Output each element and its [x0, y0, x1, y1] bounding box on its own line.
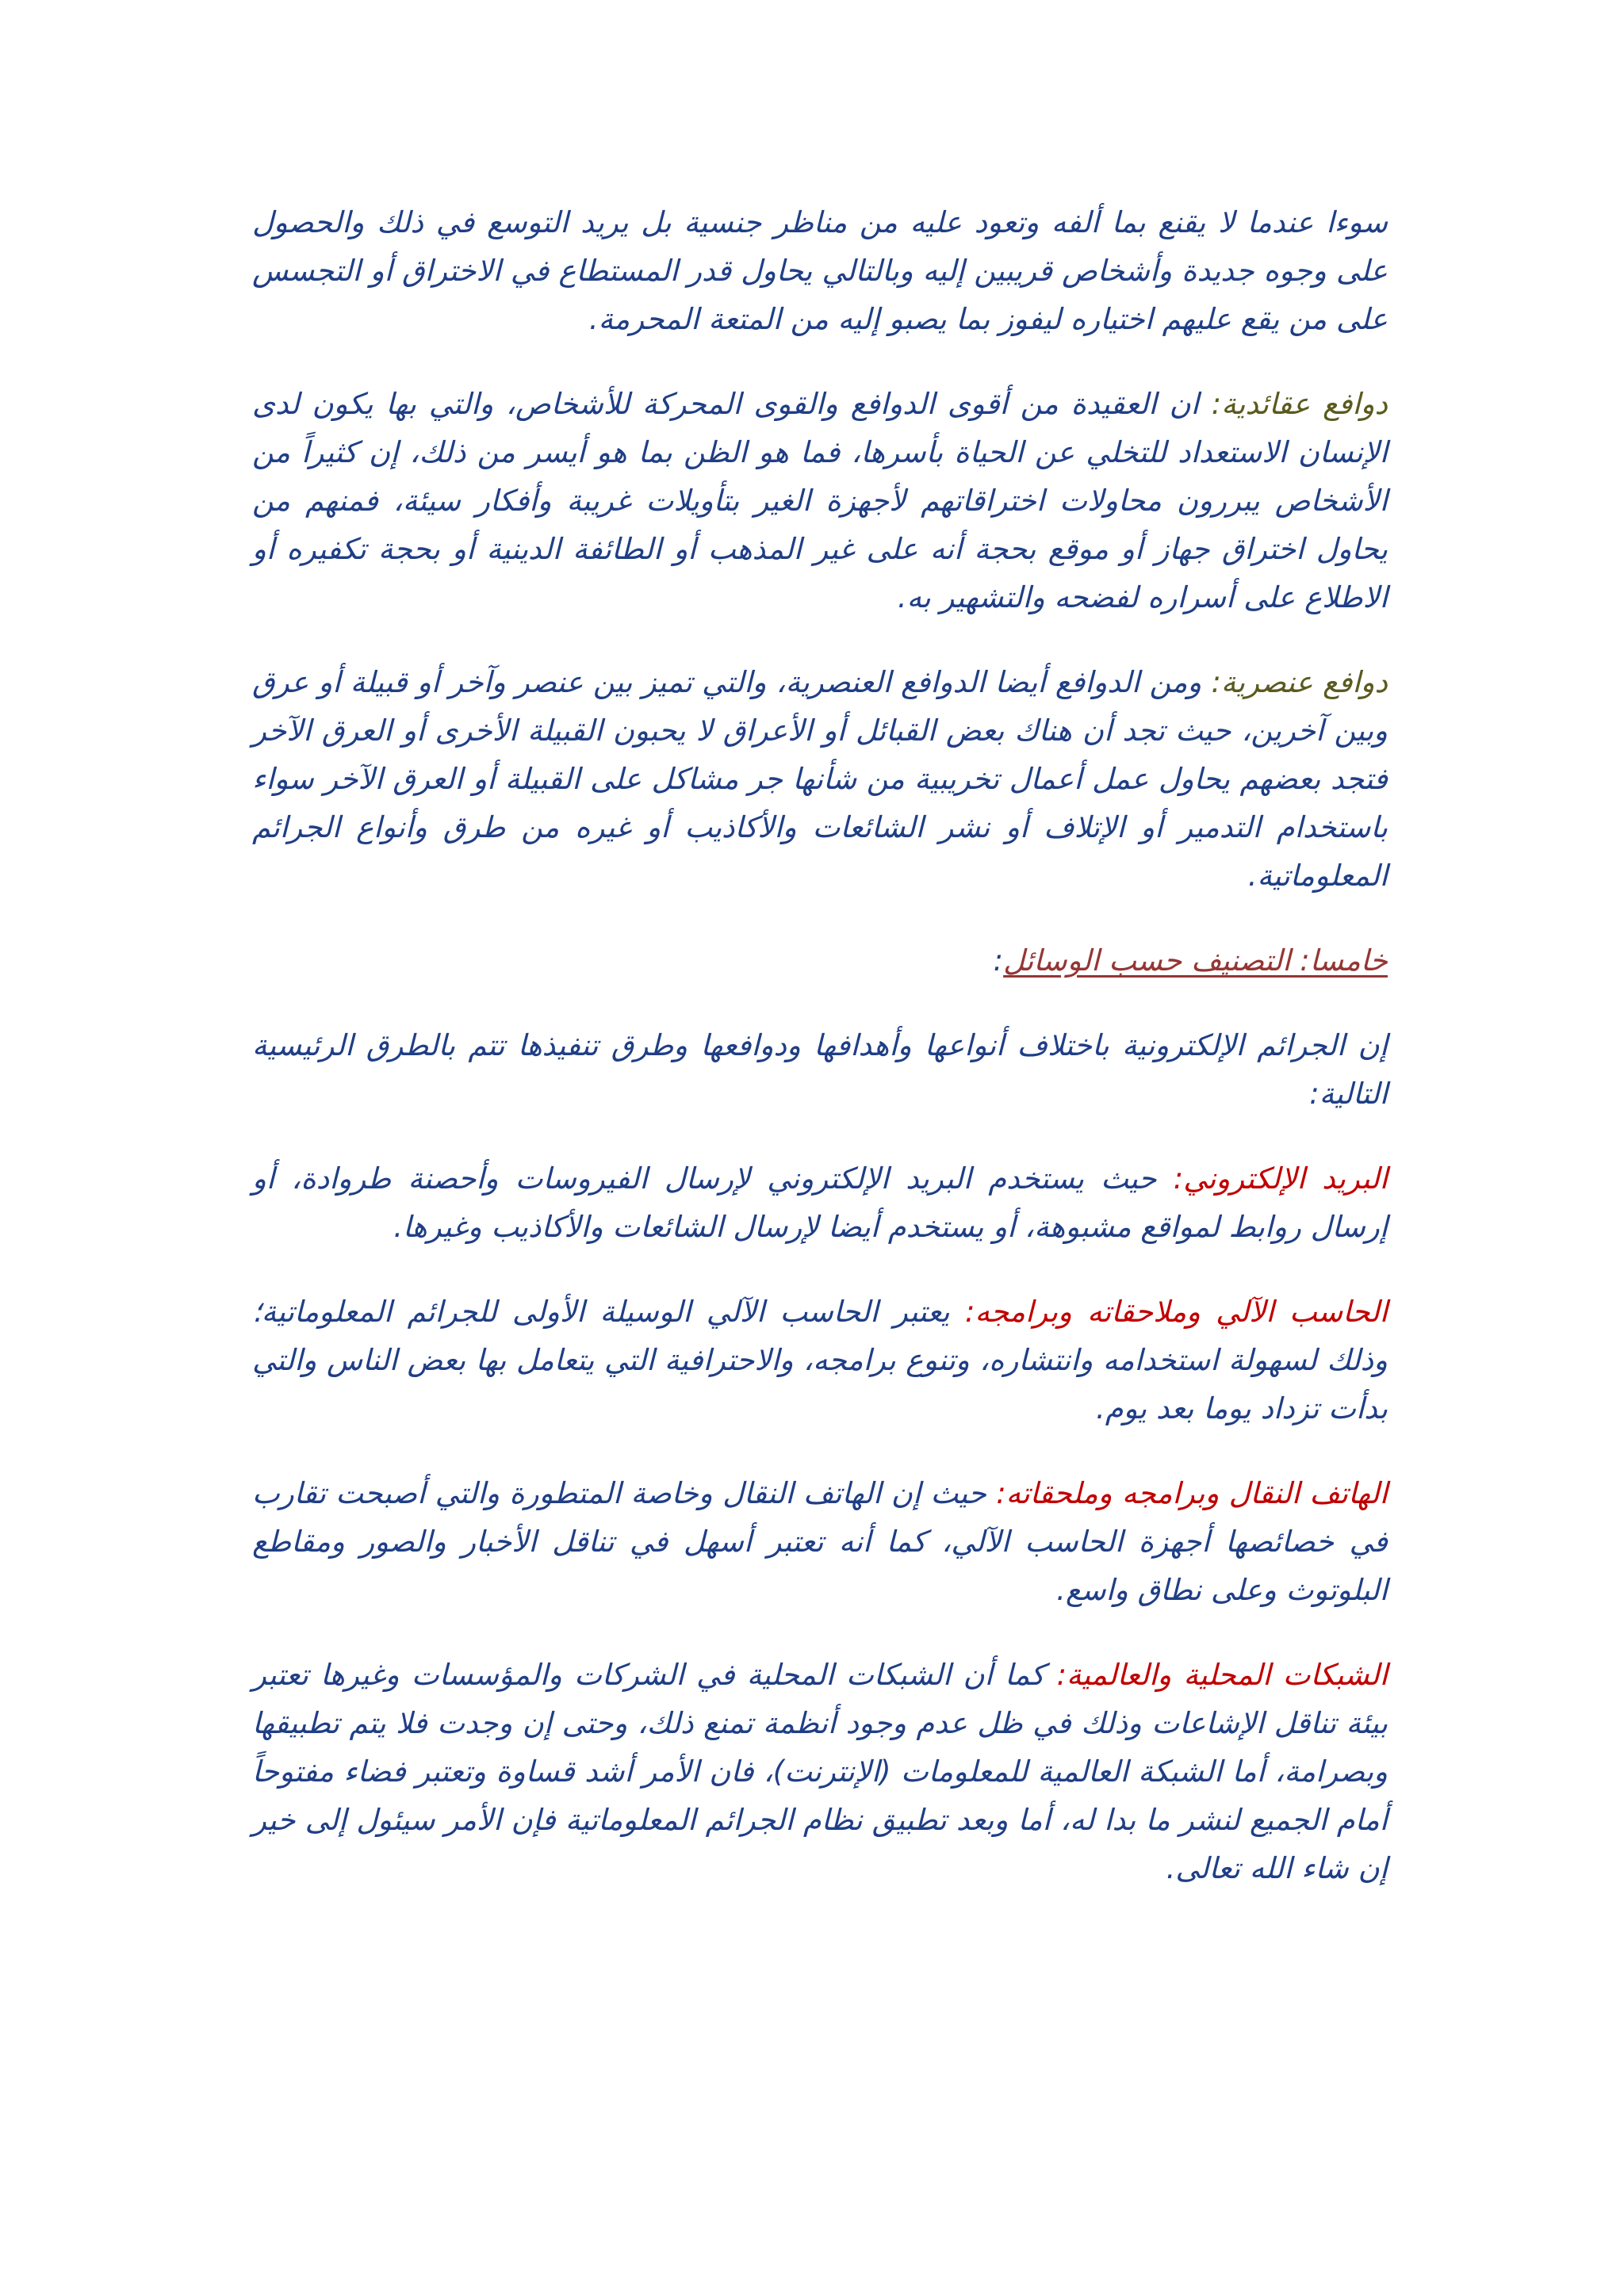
- section-heading-label: خامسا: التصنيف حسب الوسائل: [1003, 943, 1388, 978]
- document-body: [252, 198, 1388, 1929]
- paragraph-text: حيث يستخدم البريد الإلكتروني لإرسال الفيروسات وأحصنة طروادة، أو إرسال روابط لمواقع مشبوهة، أو يستخدم أيضا لإرسال الشائعات والأكاذيب وغيرها.: [252, 1161, 1388, 1244]
- paragraph-text: ان العقيدة من أقوى الدوافع والقوى المحركة للأشخاص، والتي بها يكون لدى الإنسان الاستعداد للتخلي عن الحياة بأسرها، فما هو الظن بما هو أيسر من ذلك، إن كثيراً من الأشخاص يبررون محاولات اختراقاتهم لأجهزة الغير بتأويلات غريبة وأفكار سيئة، فمنهم من يحاول اختراق جهاز أو موقع بحجة أنه على غير المذهب أو الطائفة الدينية أو بحجة تكفيره أو الاطلاع على أسراره لفضحه والتشهير به.: [252, 387, 1388, 614]
- paragraph-label: الحاسب الآلي وملاحقاته وبرامجه:: [965, 1295, 1388, 1329]
- paragraph-label: دوافع عنصرية:: [1211, 665, 1388, 699]
- paragraph-mobile-phone: [252, 1469, 1388, 1614]
- paragraph-label: دوافع عقائدية:: [1211, 387, 1388, 421]
- paragraph-text: إن الجرائم الإلكترونية باختلاف أنواعها وأهدافها ودوافعها وطرق تنفيذها تتم بالطرق الرئيسية التالية:: [252, 1028, 1388, 1111]
- paragraph-text: يعتبر الحاسب الآلي الوسيلة الأولى للجرائم المعلوماتية؛ وذلك لسهولة استخدامه وانتشاره، وتنوع برامجه، والاحترافية التي يتعامل بها بعض الناس والتي بدأت تزداد يوما بعد يوم.: [252, 1295, 1388, 1425]
- paragraph-intro-methods: [252, 1021, 1388, 1118]
- paragraph-computer: [252, 1288, 1388, 1433]
- paragraph-racial-motives: [252, 658, 1388, 900]
- paragraph-text: حيث إن الهاتف النقال وخاصة المتطورة والتي أصبحت تقارب في خصائصها أجهزة الحاسب الآلي، كما أنه تعتبر أسهل في تناقل الأخبار والصور ومقاطع البلوتوث وعلى نطاق واسع.: [252, 1476, 1388, 1607]
- paragraph-label: البريد الإلكتروني:: [1173, 1161, 1388, 1196]
- paragraph-label: الهاتف النقال وبرامجه وملحقاته:: [996, 1476, 1388, 1510]
- section-heading-suffix: :: [993, 943, 1004, 978]
- paragraph-text: ومن الدوافع أيضا الدوافع العنصرية، والتي تميز بين عنصر وآخر أو قبيلة أو عرق وبين آخرين، حيث تجد أن هناك بعض القبائل أو الأعراق لا يحبون القبيلة الأخرى أو العرق الآخر فتجد بعضهم يحاول عمل أعمال تخريبية من شأنها جر مشاكل على القبيلة أو العرق الآخر سواء باستخدام التدمير أو الإتلاف أو نشر الشائعات والأكاذيب أو غيره من طرق وأنواع الجرائم المعلوماتية.: [252, 665, 1388, 893]
- paragraph-email: [252, 1154, 1388, 1251]
- paragraph-text: كما أن الشبكات المحلية في الشركات والمؤسسات وغيرها تعتبر بيئة تناقل الإشاعات وذلك في ظل عدم وجود أنظمة تمنع ذلك، وحتى إن وجدت فلا يتم تطبيقها وبصرامة، أما الشبكة العالمية للمعلومات (الإنترنت)، فان الأمر أشد قساوة وتعتبر فضاء مفتوحاً أمام الجميع لنشر ما بدا له، أما وبعد تطبيق نظام الجرائم المعلوماتية فإن الأمر سيئول إلى خير إن شاء الله تعالى.: [252, 1658, 1388, 1885]
- section-heading: [252, 936, 1388, 985]
- paragraph-networks: [252, 1651, 1388, 1892]
- paragraph-text: سوءا عندما لا يقنع بما ألفه وتعود عليه من مناظر جنسية بل يريد التوسع في ذلك والحصول على وجوه جديدة وأشخاص قريبين إليه وبالتالي يحاول قدر المستطاع في الاختراق أو التجسس على من يقع عليهم اختياره ليفوز بما يصبو إليه من المتعة المحرمة.: [252, 205, 1388, 336]
- paragraph-religious-motives: [252, 380, 1388, 622]
- paragraph-label: الشبكات المحلية والعالمية:: [1056, 1658, 1388, 1692]
- paragraph-sexual-motives-continued: [252, 198, 1388, 343]
